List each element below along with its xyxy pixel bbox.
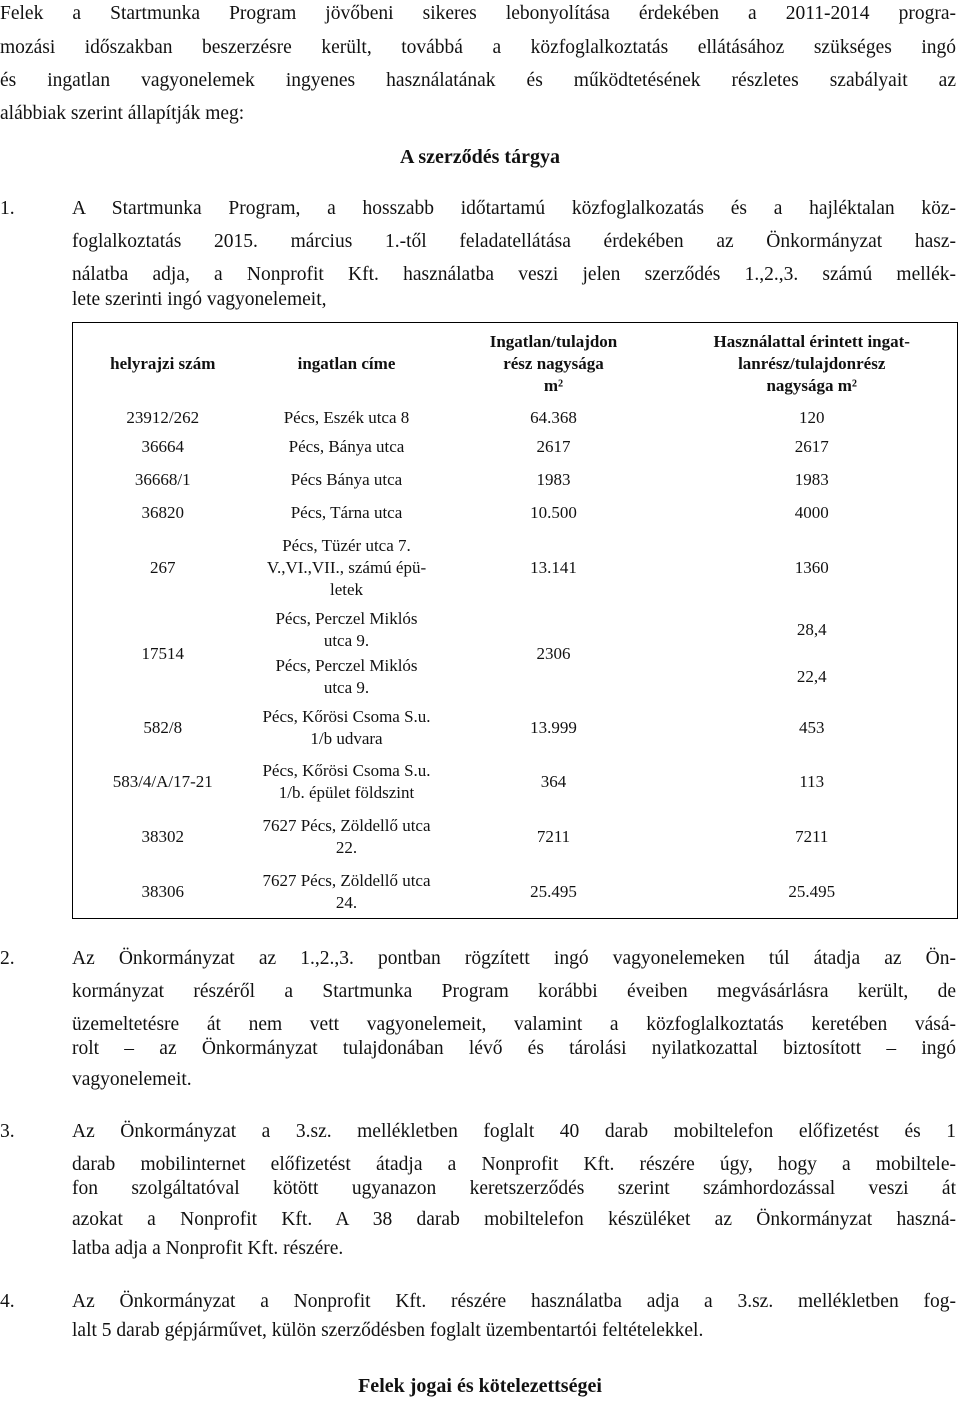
paragraph-line: Az Önkormányzat a Nonprofit Kft. részére használatba adja a 3.sz. mellékletben fog- bbox=[72, 1291, 956, 1312]
paragraph-line: Az Önkormányzat az 1.,2.,3. pontban rögzített ingó vagyonelemeken túl átadja az Ön- bbox=[72, 948, 956, 969]
intro-line: Felek a Startmunka Program jövőbeni sikeres lebonyolítása érdekében a 2011-2014 progra- bbox=[0, 3, 956, 24]
cell-address: 7627 Pécs, Zöldellő utca 24. bbox=[262, 870, 431, 912]
table-row bbox=[73, 530, 958, 607]
table-row bbox=[73, 809, 958, 866]
paragraph-number: 1. bbox=[0, 198, 15, 219]
paragraph-number: 3. bbox=[0, 1121, 15, 1142]
cell-hrsz: 17514 bbox=[141, 643, 184, 663]
table-header-row bbox=[73, 323, 958, 405]
cell-address: Pécs, Eszék utca 8 bbox=[283, 407, 410, 427]
paragraph-line: rolt – az Önkormányzat tulajdonában lévő és tárolási nyilatkozattal biztosított – ingó bbox=[72, 1038, 956, 1059]
cell-hrsz: 36664 bbox=[141, 437, 184, 456]
intro-line: és ingatlan vagyonelemek ingyenes használatának és működtetésének részletes szabályait az bbox=[0, 70, 956, 91]
cell-used: 2617 bbox=[794, 437, 829, 456]
intro-line: mozási időszakban beszerzésre került, továbbá a közfoglalkoztatás ellátásához szükséges ingó bbox=[0, 37, 956, 58]
cell-used: 120 bbox=[799, 407, 825, 427]
cell-used: 28,4 bbox=[796, 620, 827, 639]
paragraph-line: lete szerinti ingó vagyonelemeit, bbox=[72, 289, 327, 310]
column-header-address: ingatlan címe bbox=[297, 353, 396, 373]
table-row bbox=[73, 405, 958, 431]
cell-address: Pécs, Bánya utca bbox=[288, 437, 405, 456]
paragraph-line: lalt 5 darab gépjárművet, külön szerződésben foglalt üzembentartói feltételekkel. bbox=[72, 1320, 704, 1341]
column-header-size: Ingatlan/tulajdon rész nagysága m² bbox=[489, 331, 618, 395]
cell-hrsz: 582/8 bbox=[143, 718, 183, 737]
cell-address: Pécs, Kőrösi Csoma S.u. 1/b udvara bbox=[262, 707, 431, 748]
paragraph-number: 2. bbox=[0, 948, 15, 969]
cell-size: 64.368 bbox=[530, 407, 577, 427]
table-row bbox=[73, 607, 958, 654]
table-row bbox=[73, 497, 958, 530]
table-row bbox=[73, 431, 958, 464]
cell-hrsz: 38306 bbox=[141, 881, 184, 901]
cell-used: 113 bbox=[799, 772, 825, 791]
paragraph-line: üzemeltetésre át nem vett vagyonelemeit, valamint a közfoglalkoztatás keretében vásá- bbox=[72, 1014, 956, 1035]
cell-used: 453 bbox=[799, 718, 825, 737]
cell-address: Pécs, Perczel Miklós utca 9. bbox=[275, 609, 418, 650]
cell-address: Pécs, Tárna utca bbox=[290, 503, 403, 522]
cell-used: 22,4 bbox=[796, 667, 827, 686]
paragraph-line: darab mobilinternet előfizetést átadja a Nonprofit Kft. részére úgy, hogy a mobiltele- bbox=[72, 1154, 956, 1175]
cell-used: 1983 bbox=[794, 470, 829, 489]
table-row bbox=[73, 464, 958, 497]
table-row bbox=[73, 756, 958, 809]
paragraph-line: nálatba adja, a Nonprofit Kft. használatba veszi jelen szerződés 1.,2.,3. számú mellék- bbox=[72, 264, 956, 285]
cell-hrsz: 23912/262 bbox=[126, 407, 200, 427]
cell-hrsz: 38302 bbox=[141, 827, 184, 846]
cell-address: Pécs, Perczel Miklós utca 9. bbox=[275, 656, 418, 697]
cell-size: 364 bbox=[540, 772, 567, 791]
cell-hrsz: 36820 bbox=[141, 503, 184, 522]
cell-address: Pécs, Tüzér utca 7. V.,VI.,VII., számú épü- letek bbox=[266, 536, 427, 599]
paragraph-line: azokat a Nonprofit Kft. A 38 darab mobiltelefon készüléket az Önkormányzat haszná- bbox=[72, 1209, 956, 1230]
cell-address: Pécs, Kőrösi Csoma S.u. 1/b. épület földszint bbox=[262, 761, 431, 802]
cell-size: 7211 bbox=[536, 827, 571, 846]
table-row bbox=[73, 701, 958, 756]
cell-used: 25.495 bbox=[788, 881, 836, 901]
cell-used: 4000 bbox=[794, 503, 829, 522]
paragraph-line: A Startmunka Program, a hosszabb időtartamú közfoglalkozatás és a hajléktalan köz- bbox=[72, 198, 956, 219]
paragraph-line: latba adja a Nonprofit Kft. részére. bbox=[72, 1238, 344, 1259]
cell-used: 7211 bbox=[795, 827, 829, 846]
cell-address: 7627 Pécs, Zöldellő utca 22. bbox=[262, 816, 431, 857]
cell-size: 25.495 bbox=[530, 881, 577, 901]
section-title: A szerződés tárgya bbox=[400, 146, 560, 168]
cell-hrsz: 36668/1 bbox=[134, 470, 191, 489]
cell-size: 10.500 bbox=[530, 503, 577, 522]
property-table bbox=[72, 322, 958, 919]
cell-hrsz: 267 bbox=[150, 558, 176, 577]
paragraph-number: 4. bbox=[0, 1291, 15, 1312]
column-header-used-size: Használattal érintett ingat- lanrész/tulajdonrész nagysága m² bbox=[713, 331, 910, 395]
cell-size: 2617 bbox=[536, 437, 571, 456]
cell-size: 13.999 bbox=[530, 718, 577, 737]
paragraph-line: foglalkoztatás 2015. március 1.-től feladatellátása érdekében az Önkormányzat hasz- bbox=[72, 231, 956, 252]
paragraph-line: kormányzat részéről a Startmunka Program korábbi éveiben megvásárlásra került, de bbox=[72, 981, 956, 1002]
cell-size: 1983 bbox=[536, 470, 571, 489]
cell-size: 13.141 bbox=[530, 558, 577, 577]
paragraph-line: Az Önkormányzat a 3.sz. mellékletben foglalt 40 darab mobiltelefon előfizetést és 1 bbox=[72, 1121, 956, 1142]
paragraph-line: vagyonelemeit. bbox=[72, 1069, 192, 1090]
cell-hrsz: 583/4/A/17-21 bbox=[112, 772, 213, 791]
table-row bbox=[73, 866, 958, 919]
column-header-hrsz: helyrajzi szám bbox=[110, 353, 216, 373]
cell-size: 2306 bbox=[536, 643, 571, 663]
cell-used: 1360 bbox=[794, 558, 829, 577]
section-title: Felek jogai és kötelezettségei bbox=[358, 1375, 602, 1397]
cell-address: Pécs Bánya utca bbox=[290, 470, 403, 489]
intro-line: alábbiak szerint állapítják meg: bbox=[0, 103, 245, 124]
paragraph-line: fon szolgáltatóval kötött ugyanazon keretszerződés szerint számhordozással veszi át bbox=[72, 1178, 956, 1199]
